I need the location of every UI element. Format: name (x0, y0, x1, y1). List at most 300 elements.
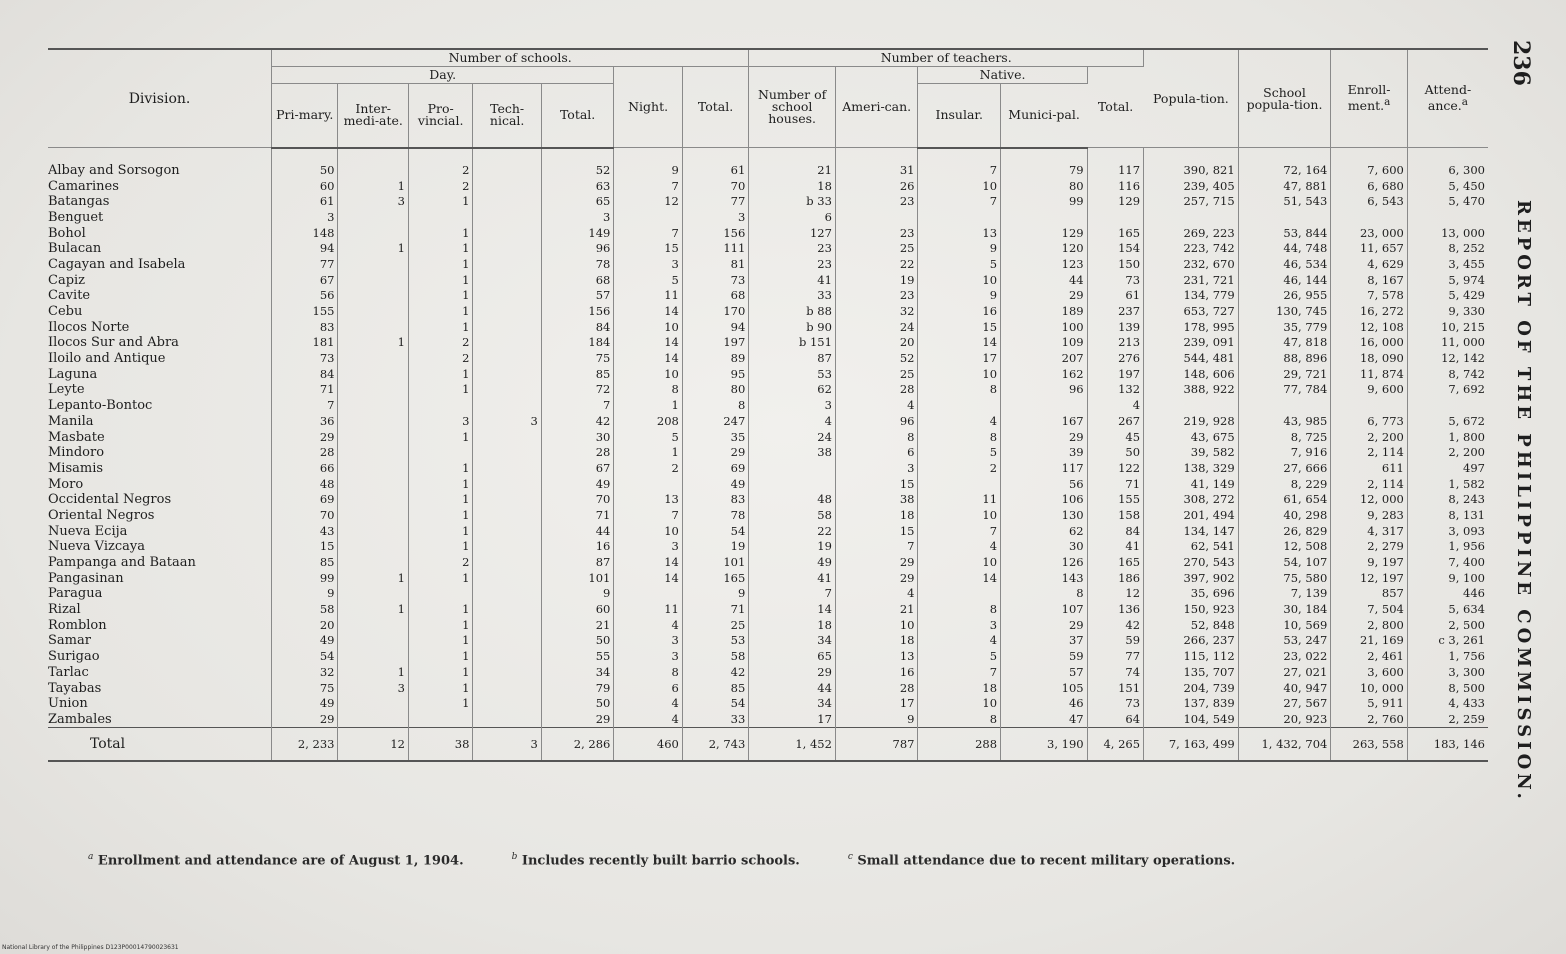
cell-school-population: 7, 916 (1238, 445, 1331, 461)
cell-american: 28 (835, 680, 918, 696)
cell-municipal: 120 (1001, 241, 1088, 257)
cell-school-population: 75, 580 (1238, 570, 1331, 586)
cell-intermediate (338, 696, 408, 712)
cell-total: 9 (682, 586, 748, 602)
cell-population: 137, 839 (1144, 696, 1239, 712)
table-row (48, 366, 1488, 382)
cell-insular: 4 (918, 539, 1001, 555)
table-row (48, 680, 1488, 696)
cell-night: 8 (614, 382, 682, 398)
cell-primary: 49 (272, 696, 338, 712)
cell-municipal: 123 (1001, 257, 1088, 273)
cell-intermediate: 3 (338, 680, 408, 696)
cell-houses: b 151 (749, 335, 836, 351)
cell-attendance: 5, 470 (1448, 194, 1485, 209)
cell-primary: 15 (272, 539, 338, 555)
header-provincial: Pro-vincial. (408, 84, 472, 148)
cell-municipal: 143 (1001, 570, 1088, 586)
cell-primary: 3 (272, 210, 338, 226)
cell-provincial: 1 (408, 319, 472, 335)
cell-population: 35, 696 (1144, 586, 1239, 602)
cell-insular: 2 (918, 461, 1001, 477)
cell-day-total: 34 (541, 665, 613, 681)
cell-houses: 29 (749, 665, 836, 681)
header-municipal: Munici-pal. (1001, 84, 1088, 148)
cell-american: 8 (835, 429, 918, 445)
header-number-of-teachers: Number of teachers. (749, 49, 1144, 67)
cell-provincial: 1 (408, 476, 472, 492)
cell-technical (473, 398, 541, 414)
cell-attendance: 2, 200 (1448, 445, 1485, 460)
cell-total: 70 (682, 178, 748, 194)
cell-school-population: 26, 955 (1238, 288, 1331, 304)
cell-total: 33 (682, 712, 748, 728)
cell-intermediate (338, 257, 408, 273)
cell-teachers-total: 59 (1087, 633, 1143, 649)
cell-teachers-total: 117 (1087, 148, 1143, 179)
cell-attendance: 13, 000 (1441, 225, 1485, 240)
cell-provincial: 1 (408, 241, 472, 257)
cell-total: 42 (682, 665, 748, 681)
cell-technical (473, 508, 541, 524)
cell-american: 18 (835, 508, 918, 524)
cell-total: 19 (682, 539, 748, 555)
cell-school-population: 1, 432, 704 (1238, 728, 1331, 762)
cell-night: 11 (614, 602, 682, 618)
cell-night: 13 (614, 492, 682, 508)
cell-enrollment: 263, 558 (1331, 728, 1408, 762)
cell-municipal: 207 (1001, 351, 1088, 367)
cell-attendance: 183, 146 (1407, 728, 1488, 762)
cell-insular: 9 (918, 241, 1001, 257)
cell-night: 4 (614, 712, 682, 728)
cell-american: 19 (835, 272, 918, 288)
cell-primary: 50 (272, 148, 338, 179)
cell-day-total: 71 (541, 508, 613, 524)
cell-school-population: 53, 247 (1238, 633, 1331, 649)
cell-municipal: 162 (1001, 366, 1088, 382)
cell-total: 8 (682, 398, 748, 414)
cell-primary: 94 (272, 241, 338, 257)
cell-teachers-total: 41 (1087, 539, 1143, 555)
cell-enrollment: 6, 543 (1331, 194, 1408, 210)
header-technical: Tech-nical. (473, 84, 541, 148)
cell-night: 7 (614, 508, 682, 524)
cell-american: 17 (835, 696, 918, 712)
cell-day-total: 75 (541, 351, 613, 367)
cell-total: 25 (682, 617, 748, 633)
cell-night: 5 (614, 429, 682, 445)
cell-technical (473, 429, 541, 445)
table-row (48, 633, 1488, 649)
cell-day-total: 49 (541, 476, 613, 492)
table-row (48, 508, 1488, 524)
cell-division: Surigao (48, 649, 272, 665)
cell-primary: 148 (272, 225, 338, 241)
cell-school-population: 40, 298 (1238, 508, 1331, 524)
cell-provincial: 1 (408, 304, 472, 320)
cell-houses: 34 (749, 633, 836, 649)
cell-enrollment: 12, 000 (1331, 492, 1408, 508)
cell-american: 18 (835, 633, 918, 649)
cell-total: 61 (682, 148, 748, 179)
cell-population: 653, 727 (1144, 304, 1239, 320)
cell-american: 23 (835, 225, 918, 241)
cell-provincial: 1 (408, 272, 472, 288)
cell-primary: 2, 233 (272, 728, 338, 762)
cell-insular: 10 (918, 272, 1001, 288)
cell-teachers-total: 116 (1087, 178, 1143, 194)
cell-primary: 155 (272, 304, 338, 320)
cell-intermediate (338, 429, 408, 445)
cell-houses: 24 (749, 429, 836, 445)
table-row (48, 178, 1488, 194)
cell-night: 460 (614, 728, 682, 762)
cell-insular: 10 (918, 178, 1001, 194)
cell-school-population: 47, 818 (1238, 335, 1331, 351)
cell-insular: 3 (918, 617, 1001, 633)
cell-insular (918, 586, 1001, 602)
cell-teachers-total: 12 (1087, 586, 1143, 602)
cell-attendance: 446 (1463, 586, 1485, 601)
cell-american: 29 (835, 555, 918, 571)
cell-houses: 19 (749, 539, 836, 555)
cell-day-total: 63 (541, 178, 613, 194)
cell-houses: 1, 452 (749, 728, 836, 762)
cell-night: 4 (614, 617, 682, 633)
cell-primary: 70 (272, 508, 338, 524)
cell-population: 204, 739 (1144, 680, 1239, 696)
cell-municipal: 47 (1001, 712, 1088, 728)
cell-technical (473, 555, 541, 571)
cell-school-population: 12, 508 (1238, 539, 1331, 555)
cell-primary: 66 (272, 461, 338, 477)
cell-teachers-total: 129 (1087, 194, 1143, 210)
cell-division: Paragua (48, 586, 272, 602)
cell-municipal: 117 (1001, 461, 1088, 477)
cell-school-population: 77, 784 (1238, 382, 1331, 398)
cell-attendance: 10, 215 (1441, 319, 1485, 334)
cell-houses: b 90 (749, 319, 836, 335)
cell-attendance: 3, 093 (1448, 523, 1485, 538)
cell-municipal: 109 (1001, 335, 1088, 351)
cell-division: Samar (48, 633, 272, 649)
cell-houses: 62 (749, 382, 836, 398)
cell-intermediate (338, 712, 408, 728)
cell-municipal: 126 (1001, 555, 1088, 571)
cell-technical (473, 210, 541, 226)
header-day-total: Total. (541, 84, 613, 148)
cell-teachers-total: 61 (1087, 288, 1143, 304)
footnotes (88, 852, 1488, 868)
cell-division: Bohol (48, 225, 272, 241)
cell-technical (473, 288, 541, 304)
cell-day-total: 28 (541, 445, 613, 461)
cell-division: Union (48, 696, 272, 712)
library-stamp: National Library of the Philippines D123P00014790023631 (2, 944, 179, 951)
cell-houses: 21 (749, 148, 836, 179)
cell-division: Manila (48, 414, 272, 430)
cell-provincial: 1 (408, 508, 472, 524)
cell-enrollment: 9, 283 (1331, 508, 1408, 524)
cell-municipal: 107 (1001, 602, 1088, 618)
cell-technical (473, 696, 541, 712)
cell-teachers-total: 150 (1087, 257, 1143, 273)
cell-teachers-total: 154 (1087, 241, 1143, 257)
cell-total: 54 (682, 696, 748, 712)
table-row (48, 148, 1488, 179)
cell-night: 4 (614, 696, 682, 712)
cell-municipal: 80 (1001, 178, 1088, 194)
cell-insular: 17 (918, 351, 1001, 367)
cell-attendance: 2, 500 (1448, 617, 1485, 632)
cell-night (614, 586, 682, 602)
cell-night: 3 (614, 649, 682, 665)
cell-attendance: 4, 433 (1448, 696, 1485, 711)
header-teachers-total: Total. (1087, 67, 1143, 148)
cell-municipal: 37 (1001, 633, 1088, 649)
cell-houses: 44 (749, 680, 836, 696)
cell-enrollment: 23, 000 (1331, 225, 1408, 241)
cell-population: 62, 541 (1144, 539, 1239, 555)
cell-total: 53 (682, 633, 748, 649)
cell-houses: 41 (749, 570, 836, 586)
cell-municipal: 57 (1001, 665, 1088, 681)
table-row (48, 712, 1488, 728)
header-school-population: School popula-tion. (1238, 49, 1331, 148)
cell-night: 14 (614, 351, 682, 367)
cell-night: 7 (614, 178, 682, 194)
cell-provincial: 1 (408, 461, 472, 477)
cell-technical: 3 (473, 728, 541, 762)
cell-technical (473, 665, 541, 681)
cell-primary: 181 (272, 335, 338, 351)
cell-school-population: 47, 881 (1238, 178, 1331, 194)
cell-total: 197 (682, 335, 748, 351)
cell-primary: 7 (272, 398, 338, 414)
cell-attendance: 5, 429 (1448, 288, 1485, 303)
cell-houses: 127 (749, 225, 836, 241)
cell-attendance: 7, 400 (1448, 555, 1485, 570)
cell-primary: 49 (272, 633, 338, 649)
cell-insular: 4 (918, 633, 1001, 649)
cell-attendance: 9, 100 (1448, 570, 1485, 585)
cell-enrollment: 16, 272 (1331, 304, 1408, 320)
cell-american (835, 210, 918, 226)
cell-day-total: 30 (541, 429, 613, 445)
table-row (48, 351, 1488, 367)
cell-provincial: 1 (408, 696, 472, 712)
cell-total: 3 (682, 210, 748, 226)
cell-population: 7, 163, 499 (1144, 728, 1239, 762)
footnote-mark: a (1384, 96, 1391, 109)
cell-municipal: 99 (1001, 194, 1088, 210)
cell-insular: 8 (918, 429, 1001, 445)
cell-provincial: 1 (408, 492, 472, 508)
cell-primary: 28 (272, 445, 338, 461)
cell-technical (473, 602, 541, 618)
cell-insular: 7 (918, 665, 1001, 681)
cell-night: 1 (614, 445, 682, 461)
cell-provincial: 1 (408, 665, 472, 681)
cell-american: 15 (835, 523, 918, 539)
table-row (48, 398, 1488, 414)
cell-american: 26 (835, 178, 918, 194)
cell-division: Iloilo and Antique (48, 351, 272, 367)
cell-enrollment: 611 (1331, 461, 1408, 477)
cell-provincial: 1 (408, 539, 472, 555)
cell-attendance: 5, 974 (1448, 272, 1485, 287)
cell-intermediate (338, 539, 408, 555)
cell-division: Cavite (48, 288, 272, 304)
cell-houses: 4 (749, 414, 836, 430)
cell-school-population: 35, 779 (1238, 319, 1331, 335)
cell-division: Tarlac (48, 665, 272, 681)
cell-technical (473, 539, 541, 555)
cell-enrollment: 21, 169 (1331, 633, 1408, 649)
cell-houses: b 33 (749, 194, 836, 210)
cell-houses: 6 (749, 210, 836, 226)
cell-night: 8 (614, 665, 682, 681)
cell-day-total: 96 (541, 241, 613, 257)
cell-enrollment: 2, 114 (1331, 476, 1408, 492)
cell-teachers-total: 73 (1087, 696, 1143, 712)
cell-teachers-total: 77 (1087, 649, 1143, 665)
cell-day-total: 3 (541, 210, 613, 226)
cell-population: 134, 779 (1144, 288, 1239, 304)
cell-municipal: 106 (1001, 492, 1088, 508)
cell-day-total: 50 (541, 633, 613, 649)
cell-american: 29 (835, 570, 918, 586)
cell-day-total: 67 (541, 461, 613, 477)
cell-municipal: 105 (1001, 680, 1088, 696)
cell-technical (473, 586, 541, 602)
cell-provincial: 2 (408, 555, 472, 571)
cell-technical (473, 257, 541, 273)
cell-enrollment: 857 (1331, 586, 1408, 602)
cell-attendance: 8, 131 (1448, 507, 1485, 522)
cell-teachers-total: 197 (1087, 366, 1143, 382)
cell-attendance: 8, 243 (1448, 492, 1485, 507)
cell-insular: 14 (918, 335, 1001, 351)
cell-school-population: 10, 569 (1238, 617, 1331, 633)
cell-american: 31 (835, 148, 918, 179)
cell-intermediate (338, 351, 408, 367)
cell-night: 10 (614, 523, 682, 539)
cell-total: 165 (682, 570, 748, 586)
cell-provincial: 38 (408, 728, 472, 762)
cell-total: 101 (682, 555, 748, 571)
cell-insular: 10 (918, 508, 1001, 524)
cell-school-population: 88, 896 (1238, 351, 1331, 367)
header-division: Division. (48, 49, 272, 148)
cell-day-total: 44 (541, 523, 613, 539)
cell-american: 25 (835, 366, 918, 382)
cell-teachers-total: 4, 265 (1087, 728, 1143, 762)
cell-houses: 3 (749, 398, 836, 414)
cell-technical: 3 (473, 414, 541, 430)
cell-intermediate: 1 (338, 335, 408, 351)
cell-enrollment: 2, 200 (1331, 429, 1408, 445)
cell-enrollment: 2, 800 (1331, 617, 1408, 633)
cell-teachers-total: 71 (1087, 476, 1143, 492)
cell-american: 20 (835, 335, 918, 351)
cell-night (614, 210, 682, 226)
cell-population: 104, 549 (1144, 712, 1239, 728)
cell-intermediate (338, 304, 408, 320)
cell-total: 69 (682, 461, 748, 477)
cell-municipal: 79 (1001, 148, 1088, 179)
cell-day-total: 70 (541, 492, 613, 508)
cell-night: 1 (614, 398, 682, 414)
cell-day-total: 84 (541, 319, 613, 335)
table-row (48, 414, 1488, 430)
cell-division: Moro (48, 476, 272, 492)
cell-enrollment: 11, 874 (1331, 366, 1408, 382)
cell-attendance: 12, 142 (1441, 351, 1485, 366)
cell-total: 2, 743 (682, 728, 748, 762)
cell-american: 38 (835, 492, 918, 508)
cell-teachers-total: 165 (1087, 555, 1143, 571)
cell-population: 232, 670 (1144, 257, 1239, 273)
cell-night: 2 (614, 461, 682, 477)
cell-technical (473, 382, 541, 398)
cell-provincial: 1 (408, 680, 472, 696)
cell-teachers-total: 276 (1087, 351, 1143, 367)
cell-intermediate (338, 288, 408, 304)
footnote-a: $^a$ Enrollment and attendance are of August 1, 1904. (88, 852, 464, 869)
cell-night: 12 (614, 194, 682, 210)
cell-attendance: 7, 692 (1448, 382, 1485, 397)
cell-school-population: 27, 567 (1238, 696, 1331, 712)
cell-american: 10 (835, 617, 918, 633)
cell-primary: 75 (272, 680, 338, 696)
cell-houses: 41 (749, 272, 836, 288)
cell-total: 49 (682, 476, 748, 492)
cell-intermediate (338, 445, 408, 461)
cell-night: 10 (614, 366, 682, 382)
cell-division: Mindoro (48, 445, 272, 461)
cell-primary: 67 (272, 272, 338, 288)
cell-intermediate (338, 366, 408, 382)
cell-insular: 8 (918, 602, 1001, 618)
cell-american: 21 (835, 602, 918, 618)
cell-school-population: 43, 985 (1238, 414, 1331, 430)
cell-insular: 5 (918, 649, 1001, 665)
cell-provincial: 3 (408, 414, 472, 430)
cell-primary: 58 (272, 602, 338, 618)
table-row (48, 257, 1488, 273)
cell-municipal (1001, 398, 1088, 414)
cell-attendance: 5, 634 (1448, 602, 1485, 617)
cell-technical (473, 461, 541, 477)
header-population: Popula-tion. (1144, 49, 1239, 148)
cell-night: 10 (614, 319, 682, 335)
cell-attendance: 6, 300 (1448, 162, 1485, 177)
cell-school-population: 46, 534 (1238, 257, 1331, 273)
cell-houses: 22 (749, 523, 836, 539)
cell-insular: 7 (918, 148, 1001, 179)
cell-municipal: 130 (1001, 508, 1088, 524)
cell-intermediate (338, 225, 408, 241)
cell-division: Nueva Vizcaya (48, 539, 272, 555)
cell-school-population: 40, 947 (1238, 680, 1331, 696)
cell-enrollment: 12, 197 (1331, 570, 1408, 586)
header-night: Night. (614, 67, 682, 148)
cell-population: 39, 582 (1144, 445, 1239, 461)
footnote-c: $^c$ Small attendance due to recent military operations. (847, 852, 1236, 869)
footnote-b: $^b$ Includes recently built barrio schools. (511, 852, 800, 869)
